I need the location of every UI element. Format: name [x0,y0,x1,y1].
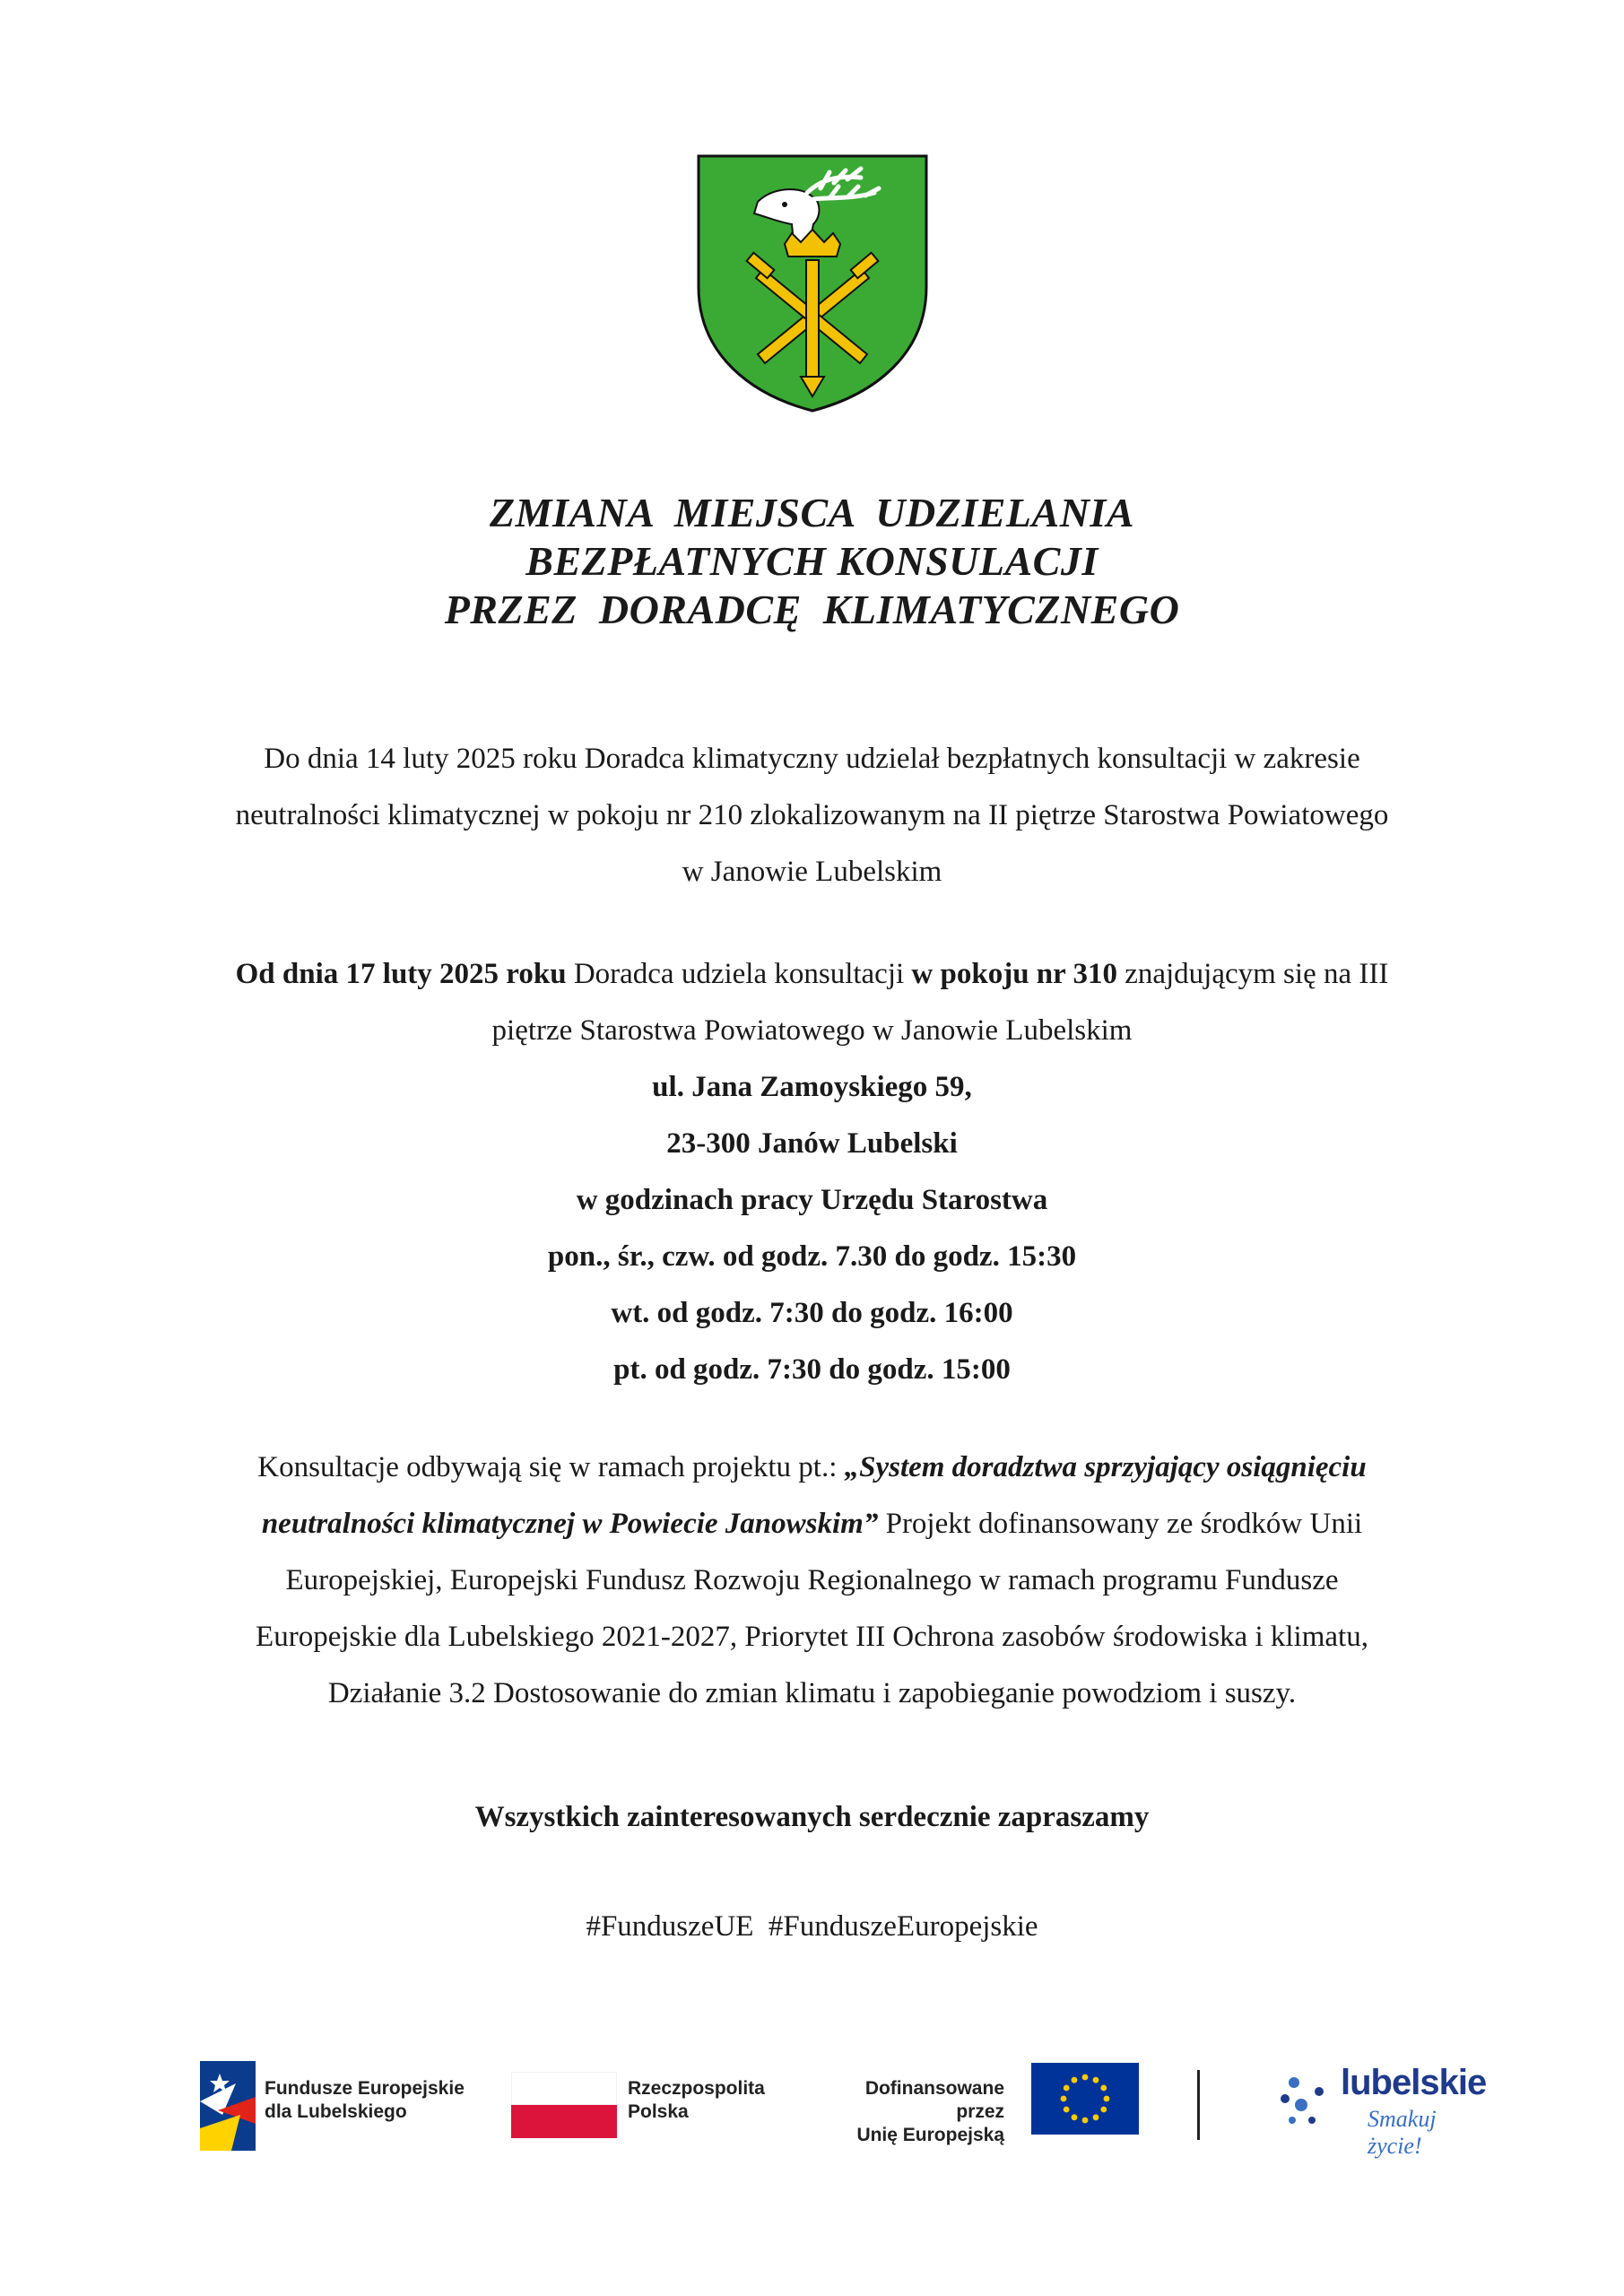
eu-flag-icon [1031,2063,1139,2135]
start-date: Od dnia 17 luty 2025 roku [235,958,567,990]
hours-fri: pt. od godz. 7:30 do godz. 15:00 [613,1353,1011,1386]
lubelskie-slogan: Smakuj życie! [1368,2106,1437,2159]
p2-line-1 [135,946,1489,1003]
p3-line-1 [135,1439,1489,1496]
p1-line-2: neutralności klimatycznej w pokoju nr 210 zlokalizowanym na II piętrze Starostwa Powiatowego [235,799,1389,831]
p1-line-3: w Janowie Lubelskim [682,856,942,888]
project-title-b: neutralności klimatycznej w Powiecie Janowskim” [261,1508,879,1540]
lubelskie-logo-name: lubelskie [1341,2063,1487,2102]
p3-line-4: Europejskie dla Lubelskiego 2021-2027, Priorytet III Ochrona zasobów środowiska i klimatu, [256,1621,1368,1653]
p3-line-2 [135,1496,1489,1552]
logo-divider [1197,2070,1200,2140]
paragraph-project-info [135,1439,1489,1722]
fe-line-1: Fundusze Europejskie [265,2078,465,2099]
address-city: 23-300 Janów Lubelski [666,1127,958,1160]
polish-flag-icon [511,2072,617,2138]
hours-tue: wt. od godz. 7:30 do godz. 16:00 [611,1297,1013,1329]
p3-line-3: Europejskiej, Europejski Fundusz Rozwoju Regionalnego w ramach programu Fundusze [285,1564,1339,1596]
p3-rest-1: Projekt dofinansowany ze środków Unii [878,1508,1363,1540]
p2-line-2: piętrze Starostwa Powiatowego w Janowie Lubelskim [491,1014,1133,1047]
pl-line-1: Rzeczpospolita [628,2078,765,2099]
eu-line-2: Unię Europejską [856,2125,1004,2145]
fe-line-2: dla Lubelskiego [265,2101,407,2122]
p2-mid-2: znajdującym się na III [1116,958,1389,990]
p1-line-1: Do dnia 14 luty 2025 roku Doradca klimatyczny udzielał bezpłatnych konsultacji w zakresie [264,743,1360,775]
room-number: w pokoju nr 310 [911,958,1117,990]
p3-start: Konsultacje odbywają się w ramach projektu pt.: [257,1451,845,1483]
hours-intro: w godzinach pracy Urzędu Starostwa [576,1184,1048,1216]
title-line-1: ZMIANA MIEJSCA UDZIELANIA [489,490,1135,535]
footer-logos [184,2036,1487,2170]
hours-mon-wed-thu: pon., śr., czw. od godz. 7.30 do godz. 15:30 [547,1240,1077,1273]
project-title-a: „System doradztwa sprzyjający osiągnięciu [844,1451,1367,1483]
title-line-2: BEZPŁATNYCH KONSULACJI [525,538,1099,584]
paragraph-new-location [135,946,1489,1398]
notice-title [0,489,1624,634]
p3-line-5: Działanie 3.2 Dostosowanie do zmian klimatu i zapobieganie powodziom i suszy. [327,1677,1297,1709]
coat-of-arms-icon [695,152,930,414]
fundusze-europejskie-icon [200,2061,256,2151]
pl-logo-text [628,2077,765,2124]
lubelskie-birds-icon [1276,2065,1339,2136]
fe-logo-text [265,2077,465,2124]
paragraph-previous-location [135,731,1489,900]
eu-logo-text [816,2077,1004,2147]
p2-mid-1: Doradca udziela konsultacji [566,958,912,990]
pl-line-2: Polska [628,2101,689,2122]
address-street: ul. Jana Zamoyskiego 59, [652,1071,972,1103]
invitation-text: Wszystkich zainteresowanych serdecznie zapraszamy [474,1801,1150,1833]
title-line-3: PRZEZ DORADCĘ KLIMATYCZNEGO [444,587,1180,632]
eu-line-1: Dofinansowane przez [864,2078,1004,2122]
hashtags: #FunduszeUE #FunduszeEuropejskie [586,1910,1038,1943]
